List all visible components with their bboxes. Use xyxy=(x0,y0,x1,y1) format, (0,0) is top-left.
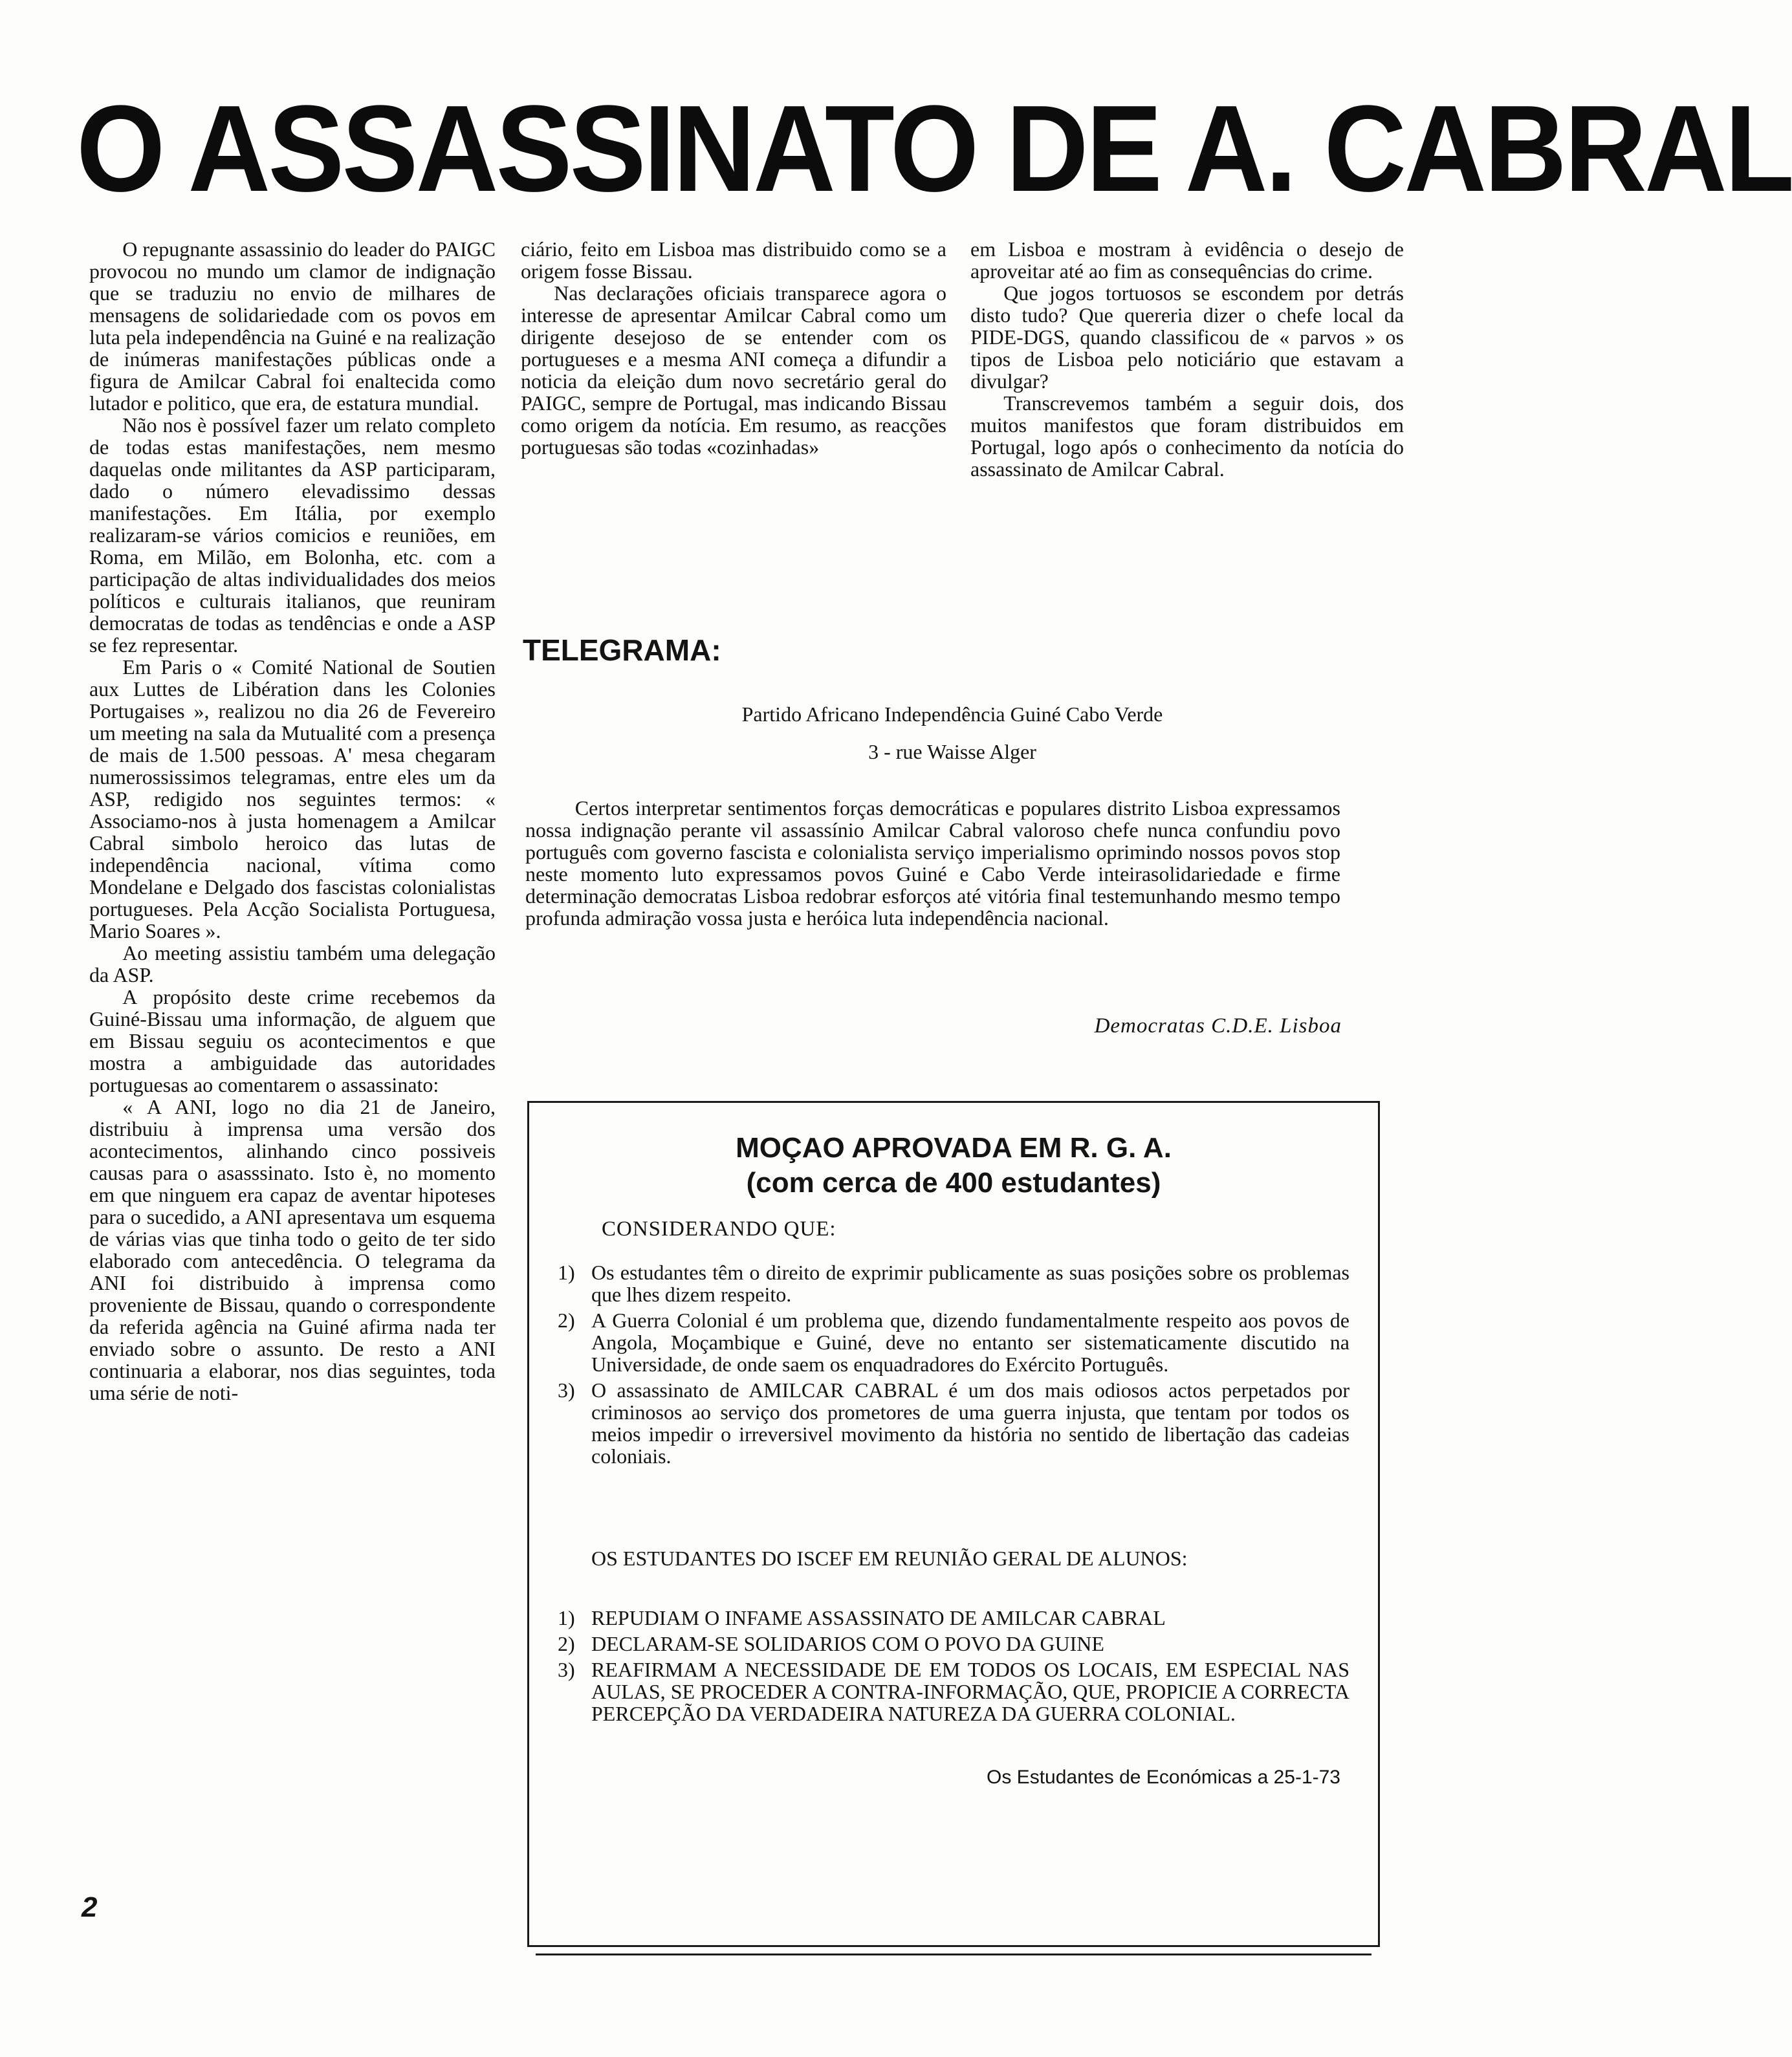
paragraph: A propósito deste crime recebemos da Guiné-Bissau uma informação, de alguem que em Bissau seguiu os acontecimentos e que mostra a ambiguidade das autoridades portuguesas ao comentarem o assassinato: xyxy=(89,985,496,1096)
item-number: 2) xyxy=(558,1632,575,1655)
item-number: 1) xyxy=(558,1606,575,1629)
article-column-2 xyxy=(521,238,946,458)
telegram-address: 3 - rue Waisse Alger xyxy=(868,740,1036,763)
item-text: REPUDIAM O INFAME ASSASSINATO DE AMILCAR CABRAL xyxy=(591,1606,1166,1629)
considering-heading: CONSIDERANDO QUE: xyxy=(602,1217,836,1241)
item-text: O assassinato de AMILCAR CABRAL é um dos mais odiosos actos perpetados por criminosos ao serviço dos prometores de uma guerra injusta, que tentam por todos os meios impedir o irreversivel movimento da história no sentido de libertação das cadeias coloniais. xyxy=(591,1378,1349,1468)
telegram-sender: Partido Africano Independência Guiné Cabo Verde xyxy=(741,702,1163,726)
item-text: REAFIRMAM A NECESSIDADE DE EM TODOS OS LOCAIS, EM ESPECIAL NAS AULAS, SE PROCEDER A CONTRA-INFORMAÇÃO, QUE, PROPICIE A CORRECTA PERCEPÇÃO DA VERDADEIRA NATUREZA DA GUERRA COLONIAL. xyxy=(591,1658,1349,1725)
item-text: A Guerra Colonial é um problema que, dizendo fundamentalmente respeito aos povos de Angola, Moçambique e Guiné, deve no entanto ser sistematicamente discutido na Universidade, de onde saem os enquadradores do Exército Português. xyxy=(591,1309,1349,1376)
telegram-body xyxy=(525,797,1340,929)
list-item xyxy=(558,1379,1349,1467)
paragraph: Transcrevemos também a seguir dois, dos muitos manifestos que foram distribuidos em Portugal, logo após o conhecimento da notícia do assassinato de Amilcar Cabral. xyxy=(970,391,1404,481)
article-column-3 xyxy=(970,238,1404,480)
paragraph: O repugnante assassinio do leader do PAIGC provocou no mundo um clamor de indignação que se traduziu no envio de milhares de mensagens de solidariedade com os povos em luta pela independência na Guiné e na realização de inúmeras manifestações públicas onde a figura de Amilcar Cabral foi enaltecida como lutador e politico, que era, de estatura mundial. xyxy=(89,237,496,415)
list-item xyxy=(558,1633,1349,1655)
paragraph: Não nos è possível fazer um relato completo de todas estas manifestações, nem mesmo daquelas onde militantes da ASP participaram, dado o número elevadissimo dessas manifestações. Em Itália, por exemplo realizaram-se vários comicios e reuniões, em Roma, em Milão, em Bolonha, etc. com a participação de altas individualidades dos meios políticos e culturais italianos, que reuniram democratas de todas as tendências e onde a ASP se fez representar. xyxy=(89,413,496,657)
paragraph: Nas declarações oficiais transparece agora o interesse de apresentar Amilcar Cabral como um dirigente desejoso de se entender com os portugueses e a mesma ANI começa a difundir a noticia da eleição dum novo secretário geral do PAIGC, sempre de Portugal, mas indicando Bissau como origem da notícia. Em resumo, as reacções portuguesas são todas «cozinhadas» xyxy=(521,281,946,459)
resolutions-list xyxy=(558,1607,1349,1728)
item-number: 1) xyxy=(558,1261,575,1284)
students-heading: OS ESTUDANTES DO ISCEF EM REUNIÃO GERAL DE ALUNOS: xyxy=(591,1547,1188,1570)
list-item xyxy=(558,1309,1349,1375)
item-text: DECLARAM-SE SOLIDARIOS COM O POVO DA GUINE xyxy=(591,1632,1104,1655)
motion-title-line-1: MOÇAO APROVADA EM R. G. A. xyxy=(736,1132,1172,1164)
considerations-list xyxy=(558,1261,1349,1471)
paragraph: ciário, feito em Lisboa mas distribuido como se a origem fosse Bissau. xyxy=(521,237,946,283)
paragraph: « A ANI, logo no dia 21 de Janeiro, distribuiu à imprensa uma versão dos acontecimentos, alinhando cinco possiveis causas para o asasssinato. Isto è, no momento em que ninguem era capaz de aventar hipoteses para o sucedido, a ANI apresentava um esquema de várias vias que tinha todo o geito de ter sido elaborado com antecedência. O telegrama da ANI foi distribuido à imprensa como proveniente de Bissau, quando o correspondente da referida agência na Guiné afirma nada ter enviado sobre o assunto. De resto a ANI continuaria a elaborar, nos dias seguintes, toda uma série de noti- xyxy=(89,1095,496,1404)
paragraph: Ao meeting assistiu também uma delegação da ASP. xyxy=(89,941,496,986)
box-rule xyxy=(536,1954,1371,1955)
telegram-text: Certos interpretar sentimentos forças democráticas e populares distrito Lisboa expressamos nossa indignação perante vil assassínio Amilcar Cabral valoroso chefe nunca confundiu povo português com governo fascista e colonialista serviço imperialismo oprimindo nossos povos stop neste momento luto expressamos povos Guiné e Cabo Verde inteirasolidariedade e firme determinação democratas Lisboa redobrar esforços até vitória final testemunhando mesmo tempo profunda admiração vossa justa e heróica luta independência nacional. xyxy=(525,796,1340,930)
item-number: 2) xyxy=(558,1309,575,1332)
paragraph: Em Paris o « Comité National de Soutien aux Luttes de Libération dans les Colonies Portugaises », realizou no dia 26 de Fevereiro um meeting na sala da Mutualité com a presença de mais de 1.500 pessoas. A' mesa chegaram numerossissimos telegramas, entre eles um da ASP, redigido nos seguintes termos: « Associamo-nos à justa homenagem a Amilcar Cabral simbolo heroico das lutas de independência nacional, vítima como Mondelane e Delgado dos fascistas colonialistas portugueses. Pela Acção Socialista Portuguesa, Mario Soares ». xyxy=(89,655,496,942)
article-column-1 xyxy=(89,238,496,1404)
paragraph: em Lisboa e mostram à evidência o desejo de aproveitar até ao fim as consequências do crime. xyxy=(970,237,1404,283)
telegram-heading: TELEGRAMA: xyxy=(523,633,721,667)
motion-signature: Os Estudantes de Económicas a 25-1-73 xyxy=(987,1767,1340,1788)
motion-title xyxy=(527,1131,1380,1201)
headline: O ASSASSINATO DE A. CABRAL xyxy=(76,80,1792,217)
item-number: 3) xyxy=(558,1658,575,1681)
list-item xyxy=(558,1261,1349,1305)
telegram-signature: Democratas C.D.E. Lisboa xyxy=(1094,1014,1342,1038)
list-item xyxy=(558,1659,1349,1725)
item-number: 3) xyxy=(558,1378,575,1402)
list-item xyxy=(558,1607,1349,1629)
item-text: Os estudantes têm o direito de exprimir publicamente as suas posições sobre os problemas que lhes dizem respeito. xyxy=(591,1261,1349,1306)
page-number: 2 xyxy=(82,1891,98,1923)
motion-title-line-2: (com cerca de 400 estudantes) xyxy=(746,1167,1161,1199)
paragraph: Que jogos tortuosos se escondem por detrás disto tudo? Que quereria dizer o chefe local da PIDE-DGS, quando classificou de « parvos » os tipos de Lisboa pelo noticiário que estavam a divulgar? xyxy=(970,281,1404,393)
